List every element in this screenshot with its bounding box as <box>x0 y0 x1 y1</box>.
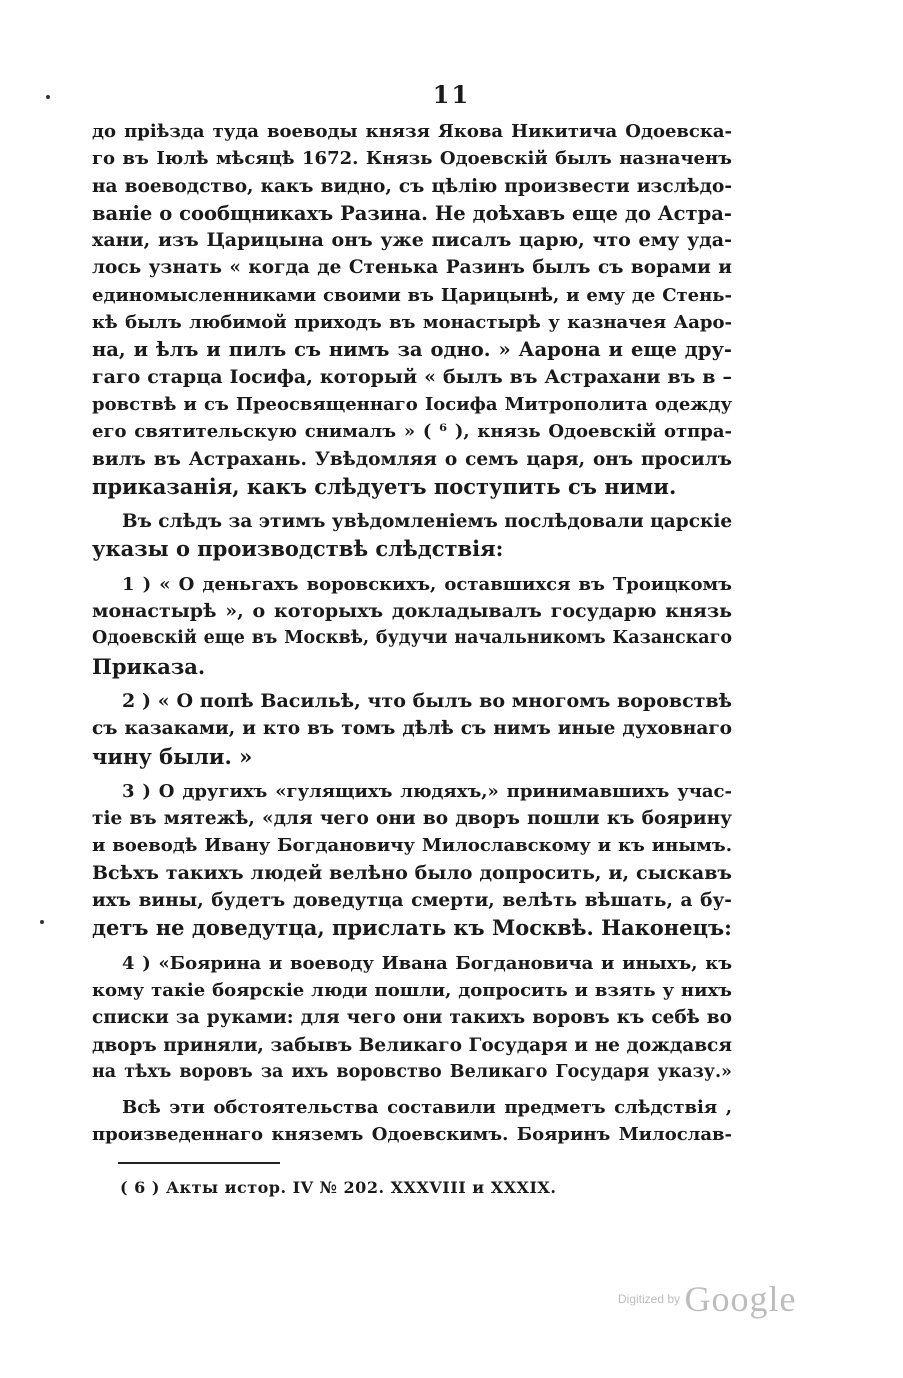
footnote: ( 6 ) Акты истор. IV № 202. XXXVIII и XXXIX. <box>120 1178 557 1197</box>
text-line: 4 ) «Боярина и воеводу Ивана Богдановича и иныхъ, къ <box>122 952 732 974</box>
text-line: хани, изъ Царицына онъ уже писалъ царю, что ему уда- <box>92 229 732 252</box>
page-number: 11 <box>432 80 471 109</box>
text-line: Всѣхъ такихъ людей велѣно было допросить, и, сыскавъ <box>92 861 732 884</box>
text-line: вилъ въ Астрахань. Увѣдомляя о семъ царя, онъ просилъ <box>92 448 732 470</box>
text-line: до пріѣзда туда воеводы князя Якова Никитича Одоевска- <box>92 121 732 142</box>
text-line: Въ слѣдъ за этимъ увѣдомленіемъ послѣдовали царскіе <box>122 511 733 533</box>
text-line: Одоевскій еще въ Москвѣ, будучи начальникомъ Казанскаго <box>92 628 732 649</box>
text-line: ихъ вины, будетъ доведутца смерти, велѣть вѣшать, а бу- <box>92 890 732 912</box>
text-line: его святительскую снималъ » ( ⁶ ), князь Одоевскій отпра- <box>92 421 732 443</box>
text-line: дворъ приняли, забывъ Великаго Государя и не дождався <box>92 1034 732 1056</box>
watermark-prefix: Digitized by <box>618 1292 681 1306</box>
scan-speck <box>46 95 50 99</box>
text-line: Всѣ эти обстоятельства составили предметъ слѣдствія , <box>122 1097 732 1119</box>
text-line: го въ Іюлѣ мѣсяцѣ 1672. Князь Одоевскій былъ назначенъ <box>92 148 732 170</box>
text-line: 1 ) « О деньгахъ воровскихъ, оставшихся въ Троицкомъ <box>122 573 732 595</box>
text-line: произведеннаго княземъ Одоевскимъ. Бояринъ Милослав- <box>92 1124 732 1146</box>
text-line: кому такіе боярскіе люди пошли, допросить и взять у нихъ <box>92 979 732 1001</box>
scan-speck <box>40 920 44 924</box>
text-line: гаго старца Іосифа, который « былъ въ Астрахани въ в – <box>92 365 732 388</box>
text-line: на тѣхъ воровъ за ихъ воровство Великаго Государя указу.» <box>92 1061 732 1082</box>
text-line: Приказа. <box>92 653 206 679</box>
google-logo: Google <box>684 1279 797 1319</box>
text-line: детъ не доведутца, прислать къ Москвѣ. Наконецъ: <box>92 915 732 941</box>
text-line: тіе въ мятежѣ, «для чего они во дворъ пошли къ боярину <box>92 808 732 830</box>
text-line: съ казаками, и кто въ томъ дѣлѣ съ нимъ иные духовнаго <box>92 718 732 740</box>
text-line: 3 ) О другихъ «гулящихъ людяхъ,» принимавшихъ учас- <box>122 780 732 802</box>
body-text <box>92 118 732 1149</box>
text-line: 2 ) « О попѣ Васильѣ, что былъ во многомъ воровствѣ <box>122 689 732 712</box>
text-line: на воеводство, какъ видно, съ цѣлію произвести изслѣдо- <box>92 175 732 197</box>
text-line: ваніе о сообщникахъ Разина. Не доѣхавъ еще до Астра- <box>92 201 732 225</box>
text-line: на, и ѣлъ и пилъ съ нимъ за одно. » Аарона и еще дру- <box>92 338 732 362</box>
text-line: монастырѣ », о которыхъ докладывалъ государю князь <box>92 600 732 623</box>
text-line: единомысленниками своими въ Царицынѣ, и ему де Стень- <box>92 284 732 306</box>
footnote-divider <box>118 1162 280 1164</box>
text-line: чину были. » <box>92 743 253 769</box>
text-line: ровствѣ и съ Преосвященнаго Іосифа Митрополита одежду <box>92 393 732 415</box>
digitized-watermark <box>618 1278 796 1320</box>
text-line: указы о производствѣ слѣдствія: <box>92 536 504 562</box>
text-line: приказанія, какъ слѣдуетъ поступить съ ними. <box>92 473 677 499</box>
text-line: кѣ былъ любимой приходъ въ монастырѣ у казначея Ааро- <box>92 312 732 334</box>
text-line: лось узнать « когда де Стенька Разинъ былъ съ ворами и <box>92 257 732 279</box>
text-line: и воеводѣ Ивану Богдановичу Милославскому и къ инымъ. <box>92 835 732 857</box>
text-line: списки за руками: для чего они такихъ воровъ къ себѣ во <box>92 1007 732 1029</box>
